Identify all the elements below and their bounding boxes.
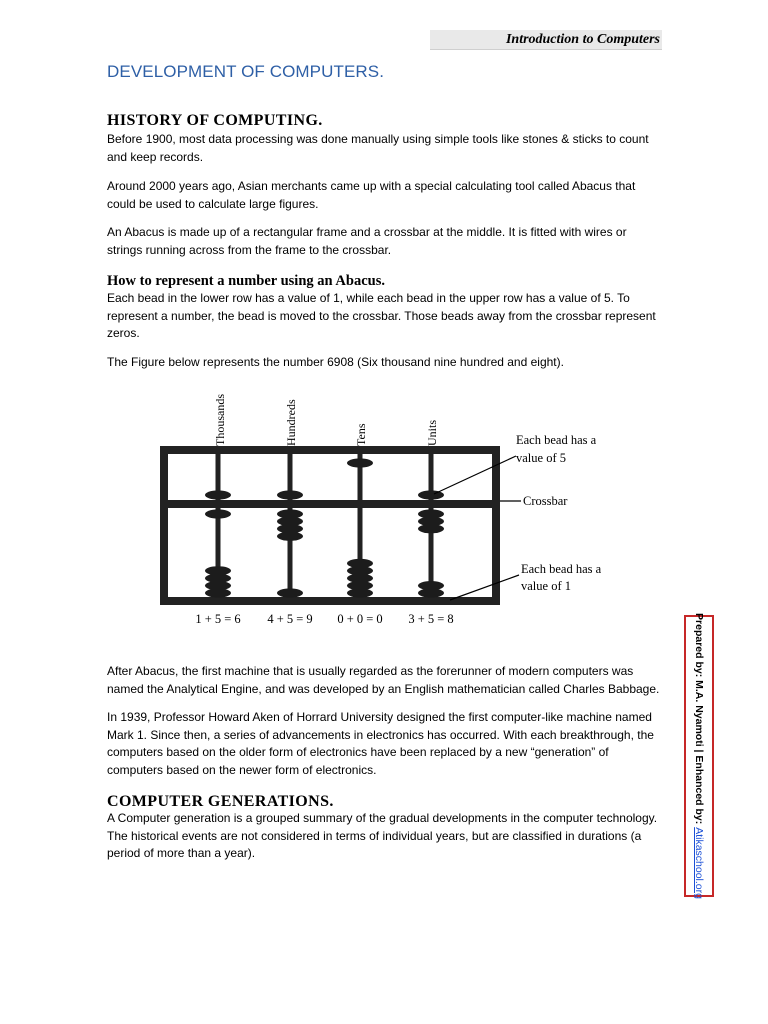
abacus-paragraph-1: Each bead in the lower row has a value of 1, while each bead in the upper row has a value of 5. To represent a number, the bead is moved to the crossbar. Those beads away from the crossbar represent zeros.	[107, 291, 656, 340]
lower-bead-rest-thousands	[205, 566, 231, 575]
credits-separator: |	[693, 746, 705, 756]
generations-heading: COMPUTER GENERATIONS.	[107, 793, 334, 810]
upper-bead-tens	[347, 458, 373, 467]
upper-bead-hundreds	[277, 490, 303, 499]
equation-units: 3 + 5 = 8	[408, 612, 454, 626]
column-label-hundreds: Hundreds	[284, 399, 298, 446]
equation-tens: 0 + 0 = 0	[337, 612, 383, 626]
lower-bead-rest-hundreds	[277, 588, 303, 597]
history-paragraph-1: Before 1900, most data processing was done manually using simple tools like stones & sticks to count and keep records.	[107, 132, 649, 164]
upper-note-leader	[434, 456, 516, 494]
abacus-figure	[150, 382, 620, 630]
equation-hundreds: 4 + 5 = 9	[267, 612, 313, 626]
abacus-crossbar	[164, 500, 496, 508]
credits-text	[693, 613, 705, 899]
abacus-paragraph-2: The Figure below represents the number 6908 (Six thousand nine hundred and eight).	[107, 355, 564, 369]
lower-bead-rest-tens	[347, 559, 373, 568]
history-heading: HISTORY OF COMPUTING.	[107, 112, 323, 129]
enhanced-by: Enhanced by:	[693, 755, 705, 828]
page-title: DEVELOPMENT OF COMPUTERS.	[107, 62, 385, 81]
lower-bead-counted-thousands	[205, 509, 231, 518]
history-paragraph-5: In 1939, Professor Howard Aken of Horrard University designed the first computer-like machine named Mark 1. Since then, a series of advancements in electronics has occurred. With each breakthrough, the computers based on the older form of electronics have been replaced by a new “generation” of computers based on the newer form of electronics.	[107, 710, 654, 777]
abacus-heading: How to represent a number using an Abacus.	[107, 273, 385, 289]
running-header: Introduction to Computers	[430, 30, 662, 50]
lower-bead-counted-hundreds	[277, 532, 303, 541]
prepared-by: Prepared by: M.A. Nyamoti	[693, 613, 705, 747]
column-label-tens: Tens	[354, 423, 368, 446]
equation-thousands: 1 + 5 = 6	[195, 612, 241, 626]
credits-sidebar	[684, 615, 714, 897]
abacus-diagram	[150, 382, 620, 630]
lower-note-leader	[450, 575, 519, 600]
history-paragraph-3: An Abacus is made up of a rectangular frame and a crossbar at the middle. It is fitted with wires or strings running across from the frame to the crossbar.	[107, 225, 627, 257]
generations-paragraph-1: A Computer generation is a grouped summary of the gradual developments in the computer technology. The historical events are not considered in terms of individual years, but are classified in durations (a period of more than a year).	[107, 811, 658, 860]
column-label-units: Units	[425, 419, 439, 446]
lower-bead-note-line2: value of 1	[521, 579, 571, 593]
column-label-thousands: Thousands	[213, 394, 227, 446]
crossbar-label: Crossbar	[523, 494, 568, 508]
atikaschool-link[interactable]: Atikaschool.org	[693, 827, 705, 899]
upper-bead-thousands	[205, 490, 231, 499]
lower-bead-note-line1: Each bead has a	[521, 562, 602, 576]
history-paragraph-4: After Abacus, the first machine that is usually regarded as the forerunner of modern computers was named the Analytical Engine, and was developed by an English mathematician called Charles Babbage.	[107, 664, 660, 696]
lower-bead-counted-units	[418, 524, 444, 533]
lower-bead-rest-units	[418, 581, 444, 590]
history-paragraph-2: Around 2000 years ago, Asian merchants came up with a special calculating tool called Abacus that could be used to calculate large figures.	[107, 179, 636, 211]
upper-bead-note-line2: value of 5	[516, 451, 566, 465]
upper-bead-note-line1: Each bead has a	[516, 433, 597, 447]
